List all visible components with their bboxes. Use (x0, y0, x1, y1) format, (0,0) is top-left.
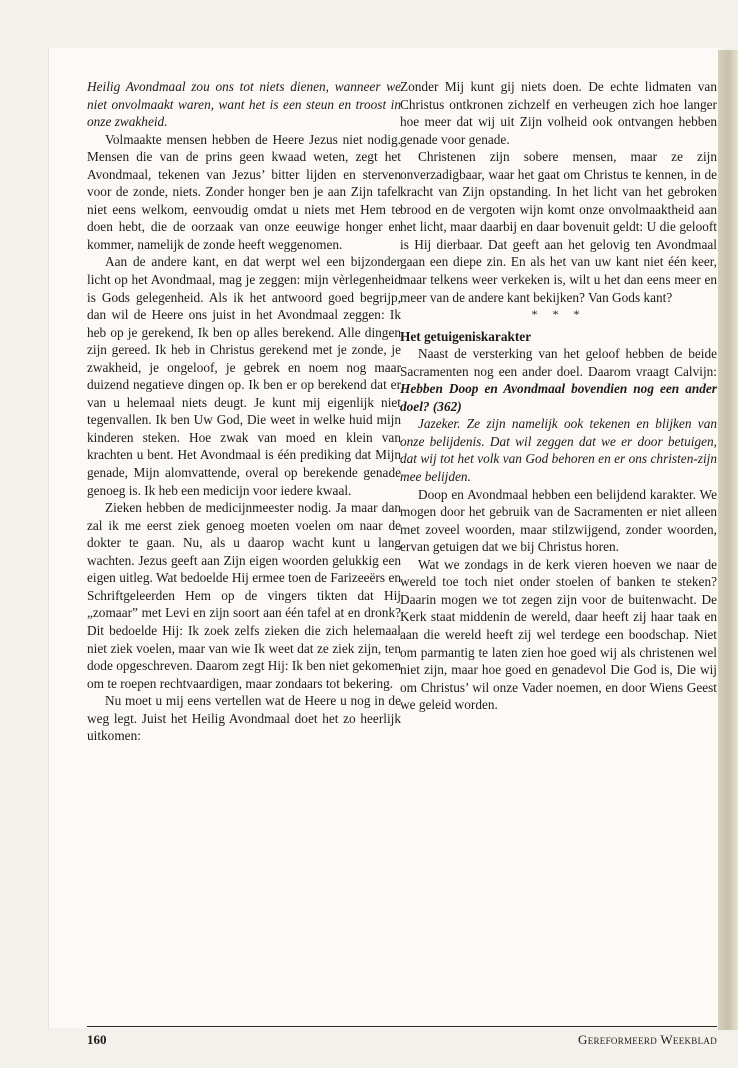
question-intro: Naast de versterking van het geloof hebben de beide Sacramenten nog een ander doel. Daarom vraagt Calvijn: (400, 346, 717, 379)
answer-paragraph: Jazeker. Ze zijn namelijk ook tekenen en blijken van onze belijdenis. Dat wil zeggen dat we er door betuigen, dat wij tot het volk van God behoren en er ons christen-zijn mee belijden. (400, 416, 717, 485)
paragraph: Christenen zijn sobere mensen, maar ze zijn onverzadigbaar, waar het gaat om Christus te kennen, in de kracht van Zijn opstanding. In het licht van het gebroken brood en de vergoten wijn komt onze onvolmaaktheid aan het licht, maar daarbij en daar bovenuit geldt: U die gelooft is Hij dierbaar. Dat geeft aan het gelovig ten Avondmaal gaan een diepe zin. En als het van uw kant niet één keer, maar telkens weer verkeken is, wilt u het dan eens meer en meer van de andere kant bekijken? Van Gods kant? (400, 149, 717, 305)
document-page (48, 48, 721, 1047)
paragraph: Wat we zondags in de kerk vieren hoeven we naar de wereld toe toch niet onder stoelen of banken te steken? Daarin mogen we tot zegen zijn voor de buitenwacht. De Kerk staat middenin de wereld, daar heeft zij haar taak en aan die wereld heeft zij wel terdege een boodschap. Niet om parmantig te laten zien hoe goed wij als christenen wel niet zijn, maar hoe goed en genadevol Die God is, Die wij om Christus’ wil onze Vader noemen, en door Wiens Geest we geleid worden. (400, 556, 717, 713)
left-column (87, 78, 401, 745)
paragraph: Aan de andere kant, en dat werpt wel een bijzonder licht op het Avondmaal, mag je zeggen: mijn vèrlegenheid is Gods gelegenheid. Als ik het antwoord goed begrijp, dan wil de Heere ons juist in het Avondmaal zeggen: Ik heb op je gerekend, Ik ben op alles berekend. Alle dingen zijn gereed. Ik heb in Christus gerekend met je zonde, je zwakheid, je ongeloof, je gebrek en noem nog maar duizend negatieve dingen op. Ik ben er op berekend dat er van u helemaal niets deugt. Je kunt mij eigenlijk niet tegenvallen. Ik ben Uw God, Die weet in welke huid mijn kinderen steken. Hoe zwak van moed en klein van krachten u bent. Het Avondmaal is één prediking dat Mijn genade, Mijn alomvattende, overal op berekende genade genoeg is. Ik heb een medicijn voor iedere kwaal. (87, 254, 401, 498)
paragraph: Zonder Mij kunt gij niets doen. De echte lidmaten van Christus ontkronen zichzelf en verheugen zich hoe langer hoe meer dat wij uit Zijn volheid ook ontvangen hebben genade voor genade. (400, 79, 717, 147)
paragraph: Doop en Avondmaal hebben een belijdend karakter. We mogen door het gebruik van de Sacramenten er niet alleen met zoveel woorden, maar stilzwijgend, zonder woorden, ervan getuigen dat we bij Christus horen. (400, 486, 717, 555)
section-separator: * * * (531, 307, 586, 322)
right-column (400, 78, 717, 714)
paragraph: Zieken hebben de medicijnmeester nodig. Ja maar dan zal ik me eerst ziek genoeg moeten voelen om naar de dokter te gaan. Nu, als u daarop wacht kunt u lang wachten. Jezus geeft aan Zijn eigen woorden gelukkig een eigen uitleg. Wat bedoelde Hij ermee toen de Farizeeërs en Schriftgeleerden Hem op de vingers tikten dat Hij „zomaar” met Levi en zijn soort aan één tafel at en dronk? Dit bedoelde Hij: Ik zoek zelfs zieken die zich helemaal niet ziek voelen, maar van wie Ik weet dat ze ziek zijn, ten dode opgeschreven. Daarom zegt Hij: Ik ben niet gekomen om te roepen rechtvaardigen, maar zondaars tot bekering. (87, 500, 401, 691)
question-text: Hebben Doop en Avondmaal bovendien nog een ander doel? (362) (400, 381, 717, 414)
intro-paragraph: Heilig Avondmaal zou ons tot niets dienen, wanneer we niet onvolmaakt waren, want het is een steun en troost in onze zwakheid. (87, 79, 401, 130)
paragraph-question (400, 345, 717, 415)
paragraph: Volmaakte mensen hebben de Heere Jezus niet nodig. Mensen die van de prins geen kwaad weten, zegt het Avondmaal, tekenen van Jezus’ bitter lijden en sterven voor de zonde, niets. Zonder honger ben je aan Zijn tafel niet eens welkom, eenvoudig omdat u niets met Hem te doen hebt, die de oorzaak van onze eeuwige honger en kommer, namelijk de zonde heeft weggenomen. (87, 131, 401, 252)
footer-rule (87, 1026, 717, 1027)
paragraph: Nu moet u mij eens vertellen wat de Heere u nog in de weg legt. Juist het Heilig Avondmaal doet het zo heerlijk uitkomen: (87, 693, 401, 744)
journal-title: Gereformeerd Weekblad (578, 1032, 717, 1047)
page-number: 160 (87, 1032, 107, 1047)
page-edge (718, 50, 738, 1030)
section-heading: Het getuigeniskarakter (400, 328, 532, 344)
